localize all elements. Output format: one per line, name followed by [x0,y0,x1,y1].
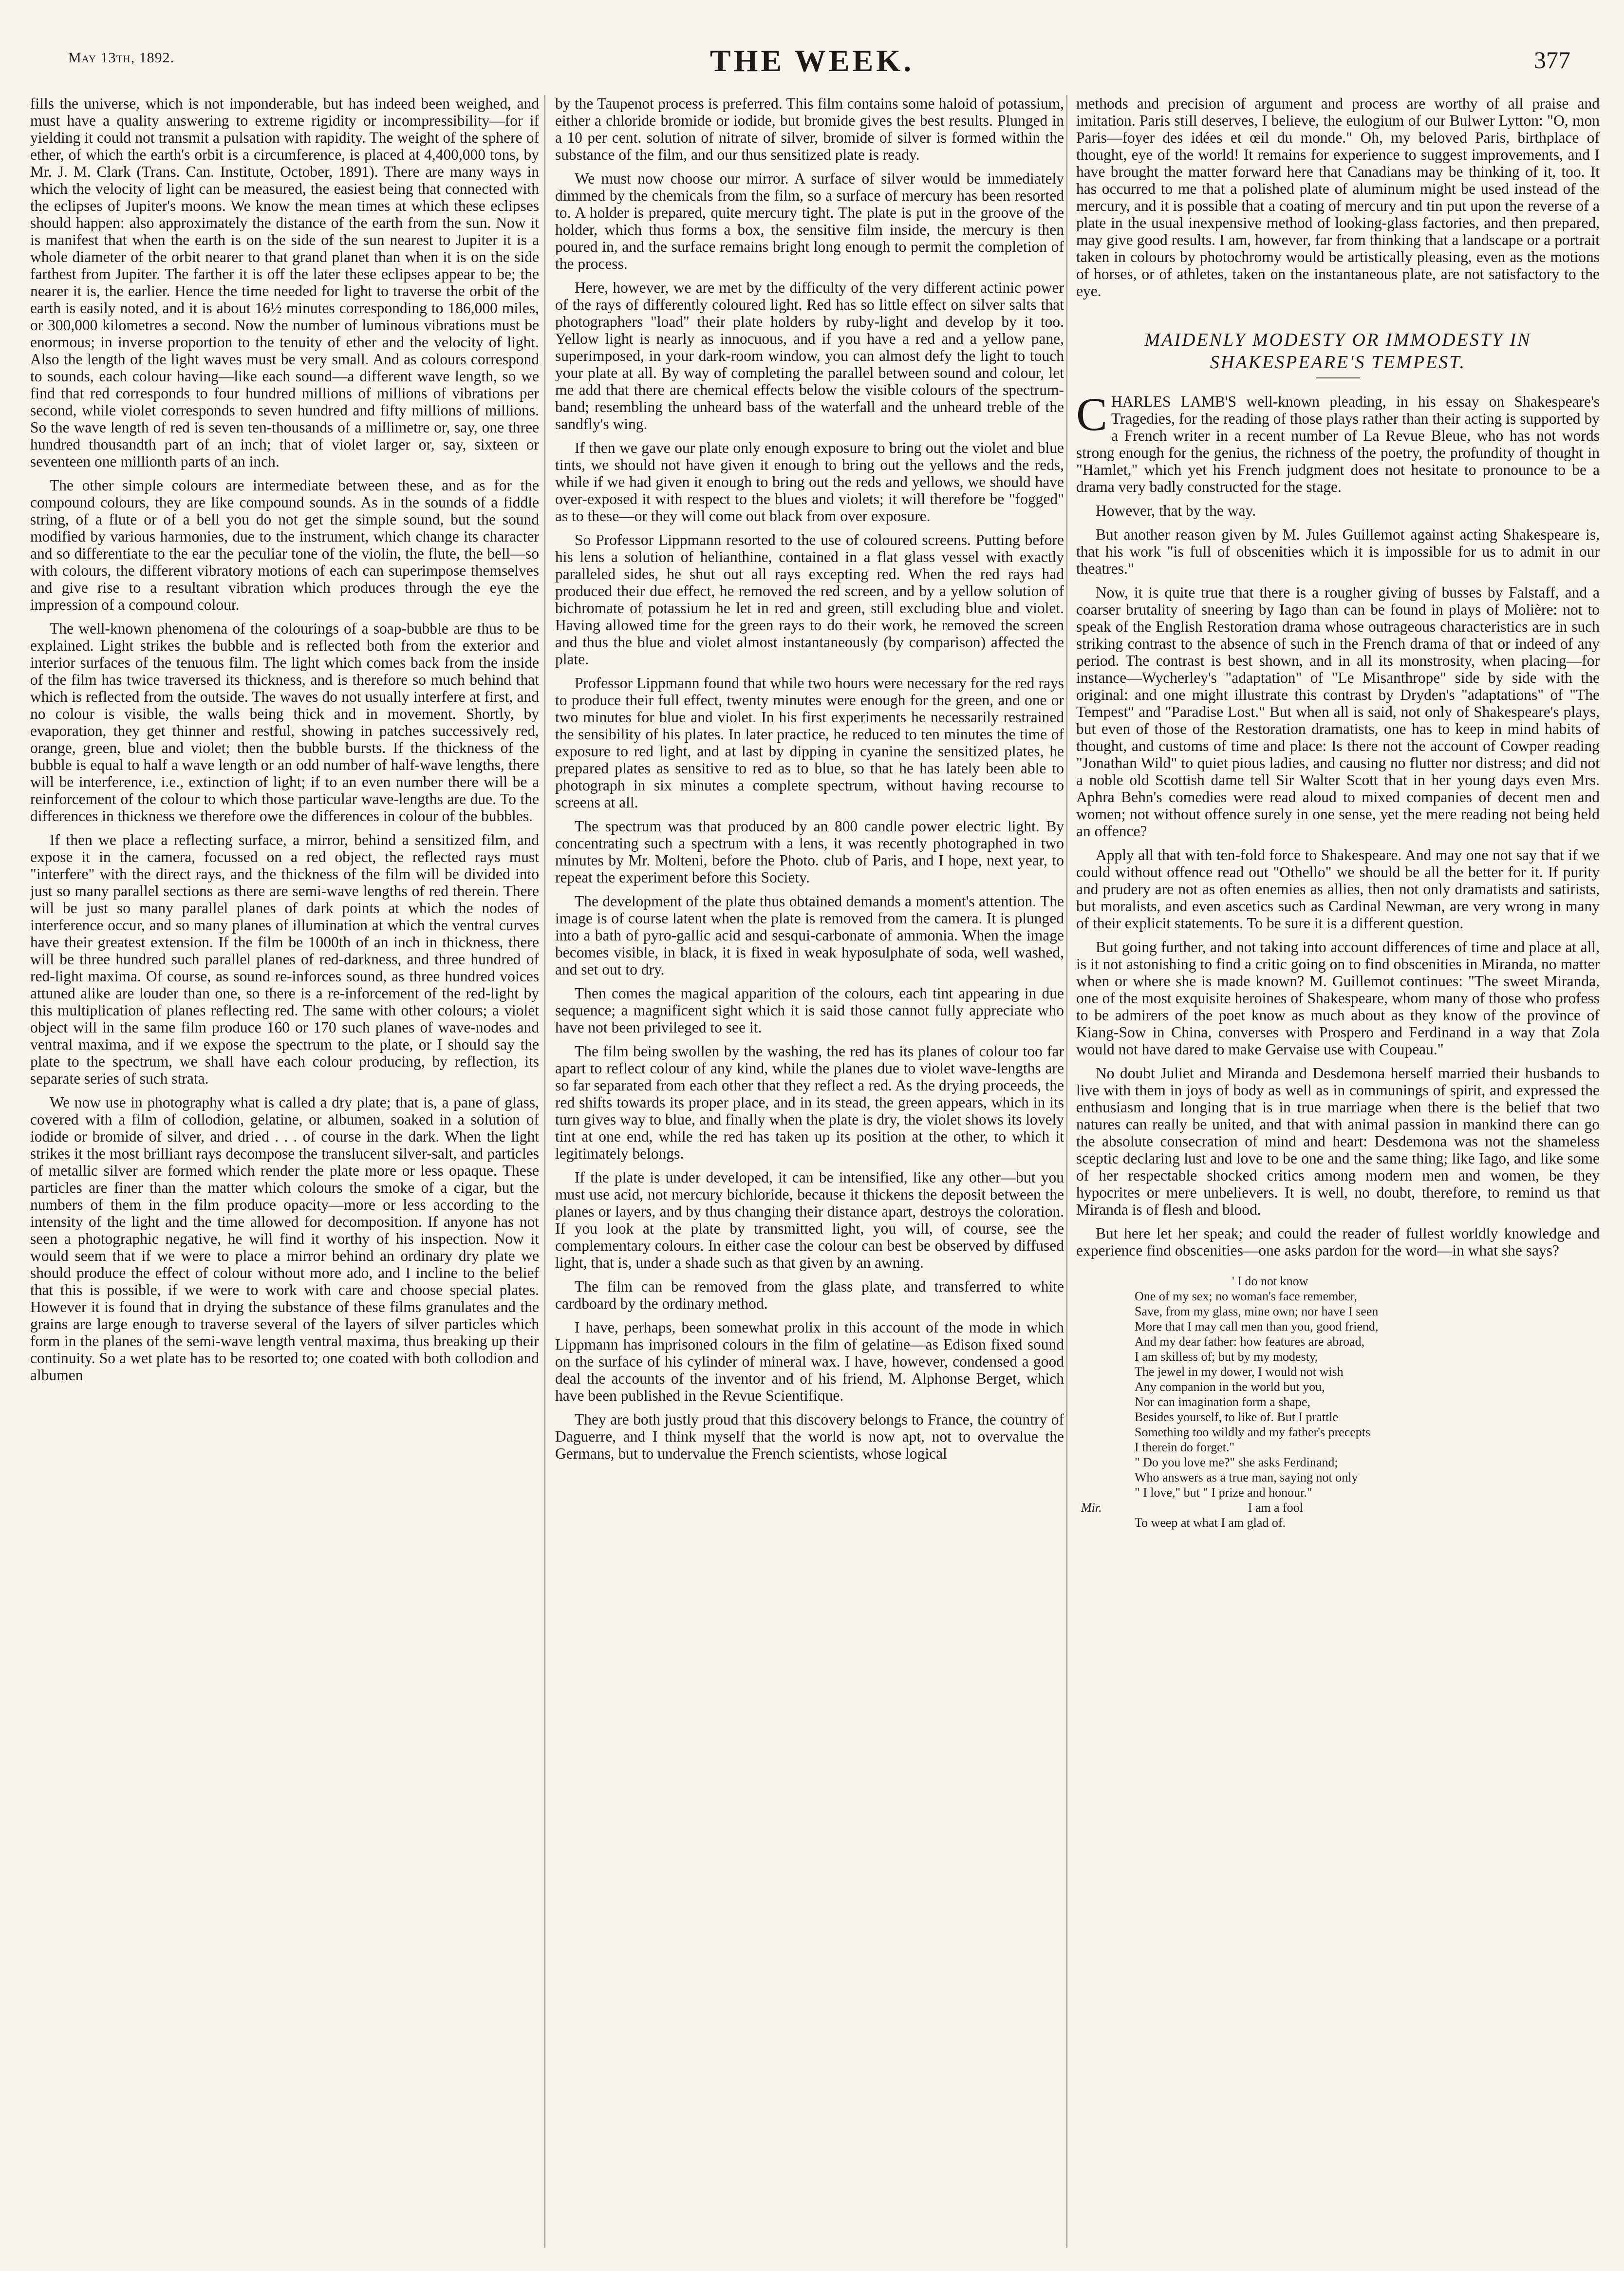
paragraph: The other simple colours are intermediate between these, and as for the compound colours, they are like compound sounds. As in the sounds of a fiddle string, of a flute or of a bell you do not get the simple sound, but the sound modified by various harmonies, due to the instrument, which change its character and so differentiate to the ear the peculiar tone of the violin, the flute, the bell—so with colours, the different vibratory motions of each can superimpose themselves and give rise to a resultant vibration which produces through the eye the impression of a compound colour. [30,477,539,613]
paragraph: They are both justly proud that this discovery belongs to France, the country of Daguerre, and I think myself that the world is now apt, not to overvalue the Germans, but to undervalue the French scientists, whose logical [555,1411,1064,1462]
article-title: MAIDENLY MODESTY OR IMMODESTY IN SHAKESPEARE'S TEMPEST. [1144,330,1531,373]
drop-cap: C [1076,388,1108,440]
verse-line: Something too wildly and my father's precepts [1135,1425,1371,1439]
verse-line-text: I am a fool [1248,1501,1303,1515]
paragraph: If the plate is under developed, it can be intensified, like any other—but you must use acid, not mercury bichloride, because it thickens the deposit between the planes or layers, and by thus changing their distance apart, destroys the coloration. If you look at the plate by transmitted light, you will, of course, see the complementary colours. In either case the colour can best be observed by diffused light, that is, under a shade such as that given by an awning. [555,1169,1064,1271]
verse-line: One of my sex; no woman's face remember, [1135,1289,1358,1303]
paragraph: But another reason given by M. Jules Guillemot against acting Shakespeare is, that his work "is full of obscenities which it is impossible for us to admit in our theatres." [1076,526,1600,577]
verse-quotation [1081,1274,1600,1530]
paragraph: Professor Lippmann found that while two hours were necessary for the red rays to produce their full effect, twenty minutes were enough for the green, and one or two minutes for blue and violet. In his first experiments he necessarily restrained the sensibility of his plates. In later practice, he reduced to ten minutes the time of exposure to red light, and at last by dipping in cyanine the sensitized plates, he prepared plates as sensitive to red as to blue, so that he has lately been able to photograph in six minutes a complete spectrum, without having recourse to screens at all. [555,675,1064,811]
paragraph: by the Taupenot process is preferred. This film contains some haloid of potassium, either a chloride bromide or iodide, but bromide gives the best results. Plunged in a 10 per cent. solution of nitrate of silver, bromide of silver is formed within the substance of the film, and our thus sensitized plate is ready. [555,95,1064,163]
paragraph: However, that by the way. [1096,502,1256,519]
column-divider [1066,95,1067,2248]
paragraph-text: HARLES LAMB'S well-known pleading, in his essay on Shakespeare's Tragedies, for the reading of those plays rather than their acting is supported by a French writer in a recent number of La Revue Bleue, who has not words strong enough for the genius, the richness of the poetry, the profundity of thought in "Hamlet," which yet his French judgment does not hesitate to pronounce to be a drama very badly constructed for the stage. [1076,393,1600,495]
verse-line: More that I may call men than you, good friend, [1135,1319,1379,1333]
paragraph: Now, it is quite true that there is a rougher giving of busses by Falstaff, and a coarser brutality of sneering by Iago than can be found in plays of Molière: not to speak of the English Restoration drama whose outrageous characteristics are in such striking contrast to the absence of such in the French drama of that or indeed of any period. The contrast is best shown, and in all its monstrosity, when placing—for instance—Wycherley's "adaptation" of "Le Misanthrope" side by side with the original: and one might illustrate this contrast by Dryden's "adaptations" of "The Tempest" and "Paradise Lost." But when all is said, not only of Shakespeare's plays, but even of those of the Restoration dramatists, one has to keep in mind habits of thought, and customs of time and place: Is there not the account of Cowper reading "Jonathan Wild" to quiet pious ladies, and causing no flutter nor distress; and did not a noble old Scottish dame tell Sir Walter Scott that in her young days even Mrs. Aphra Behn's comedies were read aloud to mixed companies of decent men and women; not without offence surely in one sense, yet the mere reading not being held an offence? [1076,584,1600,840]
paragraph: But going further, and not taking into account differences of time and place at all, is it not astonishing to find a critic going on to find obscenities in Miranda, no matter when or where she is made known? M. Guillemot continues: "The sweet Miranda, one of the most exquisite heroines of Shakespeare, whom many of those who profess to be admirers of the poet know as much about as they know of the province of Kiang-Sow in China, converses with Prospero and Ferdinand in a way that Zola would not have dared to make Gervaise use with Coupeau." [1076,938,1600,1058]
paragraph: I have, perhaps, been somewhat prolix in this account of the mode in which Lippmann has imprisoned colours in the film of gelatine—as Edison fixed sound on the surface of his cylinder of mineral wax. I have, however, condensed a good deal the accounts of the inventor and of his friend, M. Alphonse Berget, which have been published in the Revue Scientifique. [555,1319,1064,1404]
title-rule [1316,377,1360,378]
page-header [49,39,1575,83]
verse-line: Besides yourself, to like of. But I prattle [1135,1410,1339,1424]
verse-line: Any companion in the world but you, [1135,1380,1325,1394]
paragraph: fills the universe, which is not imponderable, but has indeed been weighed, and must have a quality answering to extreme rigidity or incompressibility—for if yielding it could not transmit a pulsation with rapidity. The weight of the sphere of ether, of which the earth's orbit is a circumference, is placed at 4,400,000 tons, by Mr. J. M. Clark (Trans. Can. Institute, October, 1891). There are many ways in which the velocity of light can be measured, the easiest being that connected with the eclipses of Jupiter's moons. We know the mean times at which these eclipses should happen: also approximately the distance of the earth from the sun. Now it is manifest that when the earth is on the side of the sun nearest to Jupiter it is a whole diameter of the orbit nearer to that grand planet than when it is on the side farthest from Jupiter. The farther it is off the later these eclipses appear to be; the nearer it is, the earlier. Hence the time needed for light to traverse the orbit of the earth is easily noted, and it is about 16½ minutes corresponding to 186,000 miles, or 300,000 kilometres a second. Now the number of luminous vibrations must be enormous; in inverse proportion to the tenuity of ether and the velocity of light. Also the length of the light waves must be very small. And as colours correspond to sounds, each colour having—like each sound—a different wave length, so we find that red corresponds to four hundred millions of millions of vibrations per second, while violet corresponds to seven hundred and fifty millions of millions. So the wave length of red is seven ten-thousands of a millimetre or, say, one three hundred thousandth part of an inch; that of violet larger or, say, sixteen or seventeen one millionth parts of an inch. [30,95,539,470]
paragraph: So Professor Lippmann resorted to the use of coloured screens. Putting before his lens a solution of helianthine, contained in a flat glass vessel with exactly paralleled sides, he shut out all rays excepting red. When the red rays had produced their due effect, he removed the red screen, and by a yellow solution of bichromate of potassium he let in red and green, still excluding blue and violet. Having allowed time for the green rays to do their work, he removed the screen and thus the blue and violet almost instantaneously (by comparison) affected the plate. [555,531,1064,668]
verse-line: Nor can imagination form a shape, [1135,1395,1310,1409]
paragraph: The film being swollen by the washing, the red has its planes of colour too far apart to reflect colour of any kind, while the planes due to violet wave-lengths are so far separated from each other that they reflect a red. As the drying proceeds, the red shifts towards its proper place, and in its stead, the green appears, which in its turn gives way to blue, and finally when the plate is dry, the violet shows its lovely tint at one end, while the red has taken up its position at the other, to which it legitimately belongs. [555,1043,1064,1162]
paragraph: Here, however, we are met by the difficulty of the very different actinic power of the rays of differently coloured light. Red has so little effect on silver salts that photographers "load" their plate holders by ruby-light and develop by it too. Yellow light is nearly as innocuous, and if you have a red and a yellow pane, superimposed, in your dark-room window, you can almost defy the light to touch your plate at all. By way of completing the parallel between sound and colour, let me add that there are chemical effects below the visible colours of the spectrum-band; resembling the unheard bass of the waterfall and the unheard treble of the sandfly's wing. [555,279,1064,432]
paragraph: The development of the plate thus obtained demands a moment's attention. The image is of course latent when the plate is removed from the camera. It is plunged into a bath of pyro-gallic acid and sesqui-carbonate of ammonia. When the image becomes visible, in black, it is fixed in weak hyposulphate of soda, well washed, and set out to dry. [555,893,1064,978]
paragraph: The spectrum was that produced by an 800 candle power electric light. By concentrating such a spectrum with a lens, it was recently photographed in two minutes by Mr. Molteni, before the Photo. club of Paris, and I hope, next year, to repeat the experiment before this Society. [555,818,1064,886]
issue-date: May 13th, 1892. [68,50,175,66]
verse-line: To weep at what I am glad of. [1135,1516,1286,1530]
paragraph: No doubt Juliet and Miranda and Desdemona herself married their husbands to live with them in joys of body as well as in communings of spirit, and expressed the enthusiasm and longing that is in true marriage when there is the belief that two natures can really be united, and that with animal passion in mankind there can go the absolute consecration of mind and heart: Desdemona was not the shameless sceptic declaring lust and love to be one and the same thing; like Iago, and like some of her respectable shocked critics among modern men and women, be they hypocrites or mere unbelievers. It is well, no doubt, therefore, to remind us that Miranda is of flesh and blood. [1076,1065,1600,1218]
verse-line: Save, from my glass, mine own; nor have I seen [1135,1304,1379,1318]
verse-line: The jewel in my dower, I would not wish [1135,1365,1344,1379]
column-2 [555,95,1064,2248]
column-1 [30,95,539,2248]
paragraph: We must now choose our mirror. A surface of silver would be immediately dimmed by the chemicals from the film, so a surface of mercury has been resorted to. A holder is prepared, quite mercury tight. The plate is put in the groove of the holder, which thus forms a box, the sensitive film inside, the mercury is then poured in, and the surface remains bright long enough to permit the completion of the process. [555,170,1064,272]
verse-line: And my dear father: how features are abroad, [1135,1334,1365,1349]
paragraph: Then comes the magical apparition of the colours, each tint appearing in due sequence; a magnificent sight which it is said those cannot fully appreciate who have not been privileged to see it. [555,985,1064,1036]
verse-line [1081,1500,1600,1515]
verse-line: I am skilless of; but by my modesty, [1135,1350,1318,1364]
column-divider [544,95,545,2248]
paragraph: The well-known phenomena of the colourings of a soap-bubble are thus to be explained. Light strikes the bubble and is reflected both from the exterior and interior surfaces of the tenuous film. The light which comes back from the inside of the film has twice traversed its thickness, and is therefore so much behind that which is reflected from the outside. The waves do not usually interfere at first, and no colour is visible, the walls being thick and in movement. Shortly, by evaporation, they get thinner and restful, showing in patches successively red, orange, green, blue and violet; then the bubble bursts. If the thickness of the bubble is equal to half a wave length or an odd number of half-wave lengths, there will be interference, i.e., extinction of light; if to an even number there will be a reinforcement of the colour to which those particular wave-lengths are due. To the differences in thickness we therefore owe the differences in colour of the bubbles. [30,620,539,825]
verse-line: " I love," but " I prize and honour." [1135,1485,1312,1500]
speaker-label: Mir. [1081,1501,1102,1515]
paragraph: Apply all that with ten-fold force to Shakespeare. And may one not say that if we could without offence read out "Othello" we should be all the better for it. If purity and prudery are not as often enemies as allies, then not only dramatists and satirists, but moralists, and even ascetics such as Cardinal Newman, are very wrong in many of their explicit statements. To be sure it is a different question. [1076,846,1600,932]
masthead-title: THE WEEK. [709,43,915,78]
paragraph: The film can be removed from the glass plate, and transferred to white cardboard by the ordinary method. [555,1278,1064,1312]
verse-line: " Do you love me?" she asks Ferdinand; [1135,1455,1338,1469]
verse-line: Who answers as a true man, saying not only [1135,1470,1358,1484]
column-3 [1076,95,1600,2248]
verse-line: ' I do not know [1232,1274,1308,1288]
paragraph [1076,388,1600,495]
paragraph: But here let her speak; and could the reader of fullest worldly knowledge and experience find obscenities—one asks pardon for the word—in what she says? [1076,1225,1600,1259]
paragraph: If then we gave our plate only enough exposure to bring out the violet and blue tints, we should not have given it enough to bring out the yellows and the reds, while if we had given it enough to bring out the reds and yellows, we should have over-exposed it with respect to the blues and violets; it will therefore be "fogged" as to these—or they will come out black from over exposure. [555,439,1064,525]
paragraph: We now use in photography what is called a dry plate; that is, a pane of glass, covered with a film of collodion, gelatine, or albumen, soaked in a solution of iodide or bromide of silver, and dried . . . of course in the dark. When the light strikes it the most brilliant rays decompose the translucent silver-salt, and particles of metallic silver are formed which render the plate more or less opaque. These particles are finer than the matter which colours the smoke of a cigar, but the numbers of them in the film produce opacity—more or less according to the intensity of the light and the time allowed for decomposition. If anyone has not seen a photographic negative, he will find it worthy of his inspection. Now it would seem that if we were to place a mirror behind an ordinary dry plate we should produce the effect of colour without more ado, and I incline to the belief that this is possible, if we were to work with care and choose special plates. However it is found that in drying the substance of these films granulates and the grains are large enough to traverse several of the layers of silver particles which form in the planes of the semi-wave length ventral maxima, thus breaking up their continuity. So a wet plate has to be resorted to; one coated with both collodion and albumen [30,1094,539,1384]
verse-line: I therein do forget." [1135,1440,1235,1454]
paragraph: If then we place a reflecting surface, a mirror, behind a sensitized film, and expose it in the camera, focussed on a red object, the reflected rays must "interfere" with the direct rays, and the thickness of the film will be divided into just so many parallel sections as there are semi-wave lengths of red therein. There will be just so many parallel planes of dark points at which the nodes of interference occur, and so many planes of illumination at which the ventral curves have their greatest extension. If the film be 1000th of an inch in thickness, there will be three hundred such parallel planes of red-darkness, and three hundred of red-light maxima. Of course, as sound re-inforces sound, as three hundred voices attuned alike are louder than one, so there is a re-inforcement of the red-light by this multiplication of planes reflecting red. The same with other colours; a violet object will in the same film produce 160 or 170 such planes of wave-nodes and ventral maxima, and if we expose the spectrum to the plate, or I should say the plate to the spectrum, we shall have each colour producing, by reflection, its separate series of such strata. [30,831,539,1087]
paragraph: methods and precision of argument and process are worthy of all praise and imitation. Paris still deserves, I believe, the eulogium of our Bulwer Lytton: "O, mon Paris—foyer des idées et œil du monde." Oh, my beloved Paris, birthplace of thought, eye of the world! It remains for experience to suggest improvements, and I have brought the matter forward here that Canadians may be thinking of it, too. It has occurred to me that a polished plate of aluminum might be used instead of the mercury, and it is possible that a coating of mercury and tin put upon the reverse of a plate in the usual inexpensive method of looking-glass factories, and then prepared, may give good results. I am, however, far from thinking that a landscape or a portrait taken in colours by photochromy would be artistically pleasing, even as the motions of horses, or of athletes, taken on the instantaneous plate, are not satisfactory to the eye. [1076,95,1600,300]
page-number: 377 [1534,46,1570,74]
